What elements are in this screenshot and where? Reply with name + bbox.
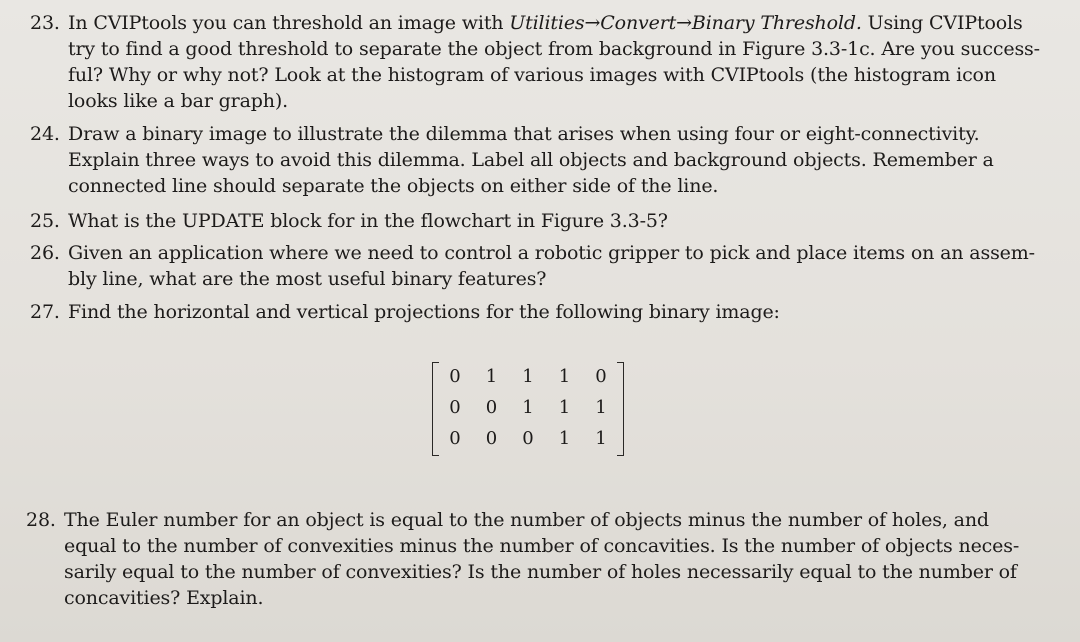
menu-path: Utilities→Convert→Binary Threshold. [509,12,862,34]
question-text: sarily equal to the number of convexities? Is the number of holes necessarily equal to the number of [64,561,1017,583]
question-number: 25. [30,210,60,232]
question-text: The Euler number for an object is equal to the number of objects minus the number of holes, and [64,509,989,531]
question-text: bly line, what are the most useful binary features? [68,268,547,290]
matrix-cell: 0 [595,366,607,387]
question-text: equal to the number of convexities minus the number of concavities. Is the number of objects neces- [64,535,1020,557]
question-text: Using CVIPtools [861,12,1023,34]
matrix-cell: 0 [485,428,498,449]
question-text: ful? Why or why not? Look at the histogram of various images with CVIPtools (the histogram icon [68,64,996,86]
question-number: 27. [30,301,60,323]
matrix-right-bracket [617,362,624,456]
question-text: Find the horizontal and vertical projections for the following binary image: [68,301,780,323]
question-text: concavities? Explain. [64,587,264,609]
question-text: Explain three ways to avoid this dilemma. Label all objects and background objects. Remember a [68,149,994,171]
matrix-cell: 0 [449,397,461,418]
matrix-cell: 1 [558,428,571,449]
matrix-left-bracket [432,362,439,456]
question-23 [30,10,1040,114]
question-number: 24. [30,123,60,145]
matrix-cell: 1 [595,397,607,418]
question-28 [26,507,1019,611]
question-text: looks like a bar graph). [68,90,289,112]
question-text: Given an application where we need to control a robotic gripper to pick and place items on an assem- [68,242,1035,264]
matrix-cell: 1 [558,366,571,387]
matrix-cell: 0 [522,428,534,449]
question-27 [30,299,780,325]
matrix-cell: 1 [558,397,571,418]
question-text: In CVIPtools you can threshold an image with [68,12,510,34]
binary-image-matrix [432,362,624,456]
matrix-cell: 0 [449,428,461,449]
matrix-cell: 1 [522,366,534,387]
matrix-cell: 1 [595,428,607,449]
matrix-cell: 0 [449,366,461,387]
question-number: 26. [30,242,60,264]
question-25 [30,208,668,234]
matrix-row-3 [440,424,616,454]
matrix-cell: 1 [522,397,534,418]
question-24 [30,121,994,199]
question-number: 23. [30,12,60,34]
matrix-row-1 [440,362,616,392]
question-26 [30,240,1035,292]
question-text: try to find a good threshold to separate the object from background in Figure 3.3-1c. Are you success- [68,38,1040,60]
question-number: 28. [26,509,56,531]
question-text: Draw a binary image to illustrate the dilemma that arises when using four or eight-connectivity. [68,123,980,145]
matrix-row-2 [440,393,616,423]
question-text: What is the UPDATE block for in the flowchart in Figure 3.3-5? [68,210,668,232]
matrix-cell: 0 [485,397,498,418]
matrix-cell: 1 [485,366,498,387]
question-text: connected line should separate the objects on either side of the line. [68,175,719,197]
